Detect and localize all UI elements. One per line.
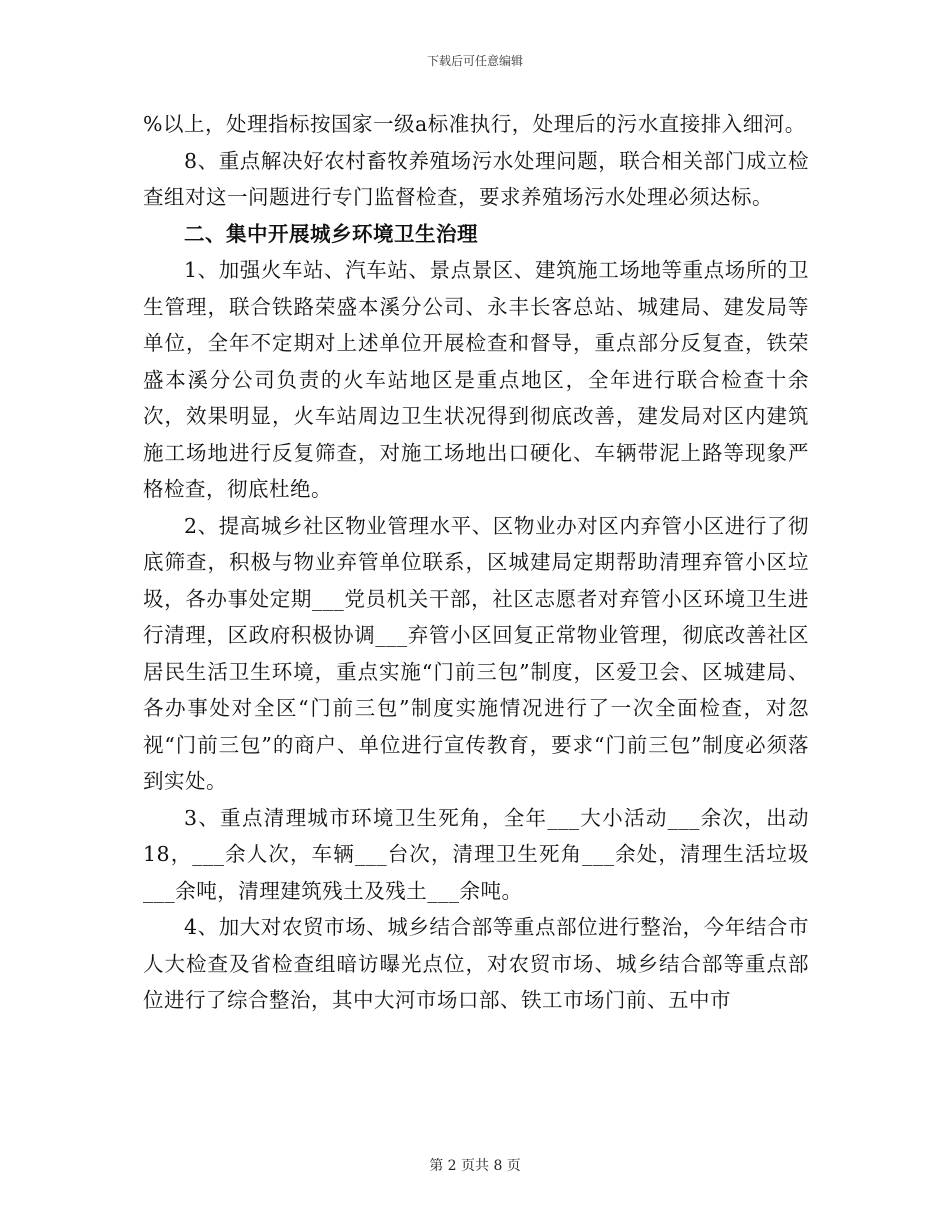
page-number-footer: 第 2 页共 8 页: [429, 1158, 521, 1174]
page-header: 下载后可任意编辑: [426, 54, 523, 68]
paragraph-item-2: 2、提高城乡社区物业管理水平、区物业办对区内弃管小区进行了彻底筛查，积极与物业弃管单位联系，区城建局定期帮助清理弃管小区垃圾，各办事处定期___党员机关干部，社区志愿者对弃管小区环境卫生进行清理，区政府积极协调___弃管小区回复正常物业管理，彻底改善社区居民生活卫生环境，重点实施“门前三包”制度，区爱卫会、区城建局、各办事处对全区“门前三包”制度实施情况进行了一次全面检查，对忽视“门前三包”的商户、单位进行宣传教育，要求“门前三包”制度必须落到实处。: [143, 513, 809, 793]
paragraph-item-4: 4、加大对农贸市场、城乡结合部等重点部位进行整治，今年结合市人大检查及省检查组暗访曝光点位，对农贸市场、城乡结合部等重点部位进行了综合整治，其中大河市场口部、铁工市场门前、五中市: [143, 915, 809, 1012]
paragraph-item-1: 1、加强火车站、汽车站、景点景区、建筑施工场地等重点场所的卫生管理，联合铁路荣盛本溪分公司、永丰长客总站、城建局、建发局等单位，全年不定期对上述单位开展检查和督导，重点部分反复查，铁荣盛本溪分公司负责的火车站地区是重点地区，全年进行联合检查十余次，效果明显，火车站周边卫生状况得到彻底改善，建发局对区内建筑施工场地进行反复筛查，对施工场地出口硬化、车辆带泥上路等现象严格检查，彻底杜绝。: [143, 258, 809, 501]
paragraph-continuation: %以上，处理指标按国家一级a标准执行，处理后的污水直接排入细河。: [143, 112, 806, 136]
document-body: [143, 106, 809, 1019]
paragraph-item-8: 8、重点解决好农村畜牧养殖场污水处理问题，联合相关部门成立检查组对这一问题进行专门监督检查，要求养殖场污水处理必须达标。: [143, 148, 809, 209]
paragraph-item-3: 3、重点清理城市环境卫生死角，全年___大小活动___余次，出动18，___余人次，车辆___台次，清理卫生死角___余处，清理生活垃圾___余吨，清理建筑残土及残土___余吨。: [143, 805, 809, 903]
section-heading-2: 二、集中开展城乡环境卫生治理: [184, 221, 478, 246]
